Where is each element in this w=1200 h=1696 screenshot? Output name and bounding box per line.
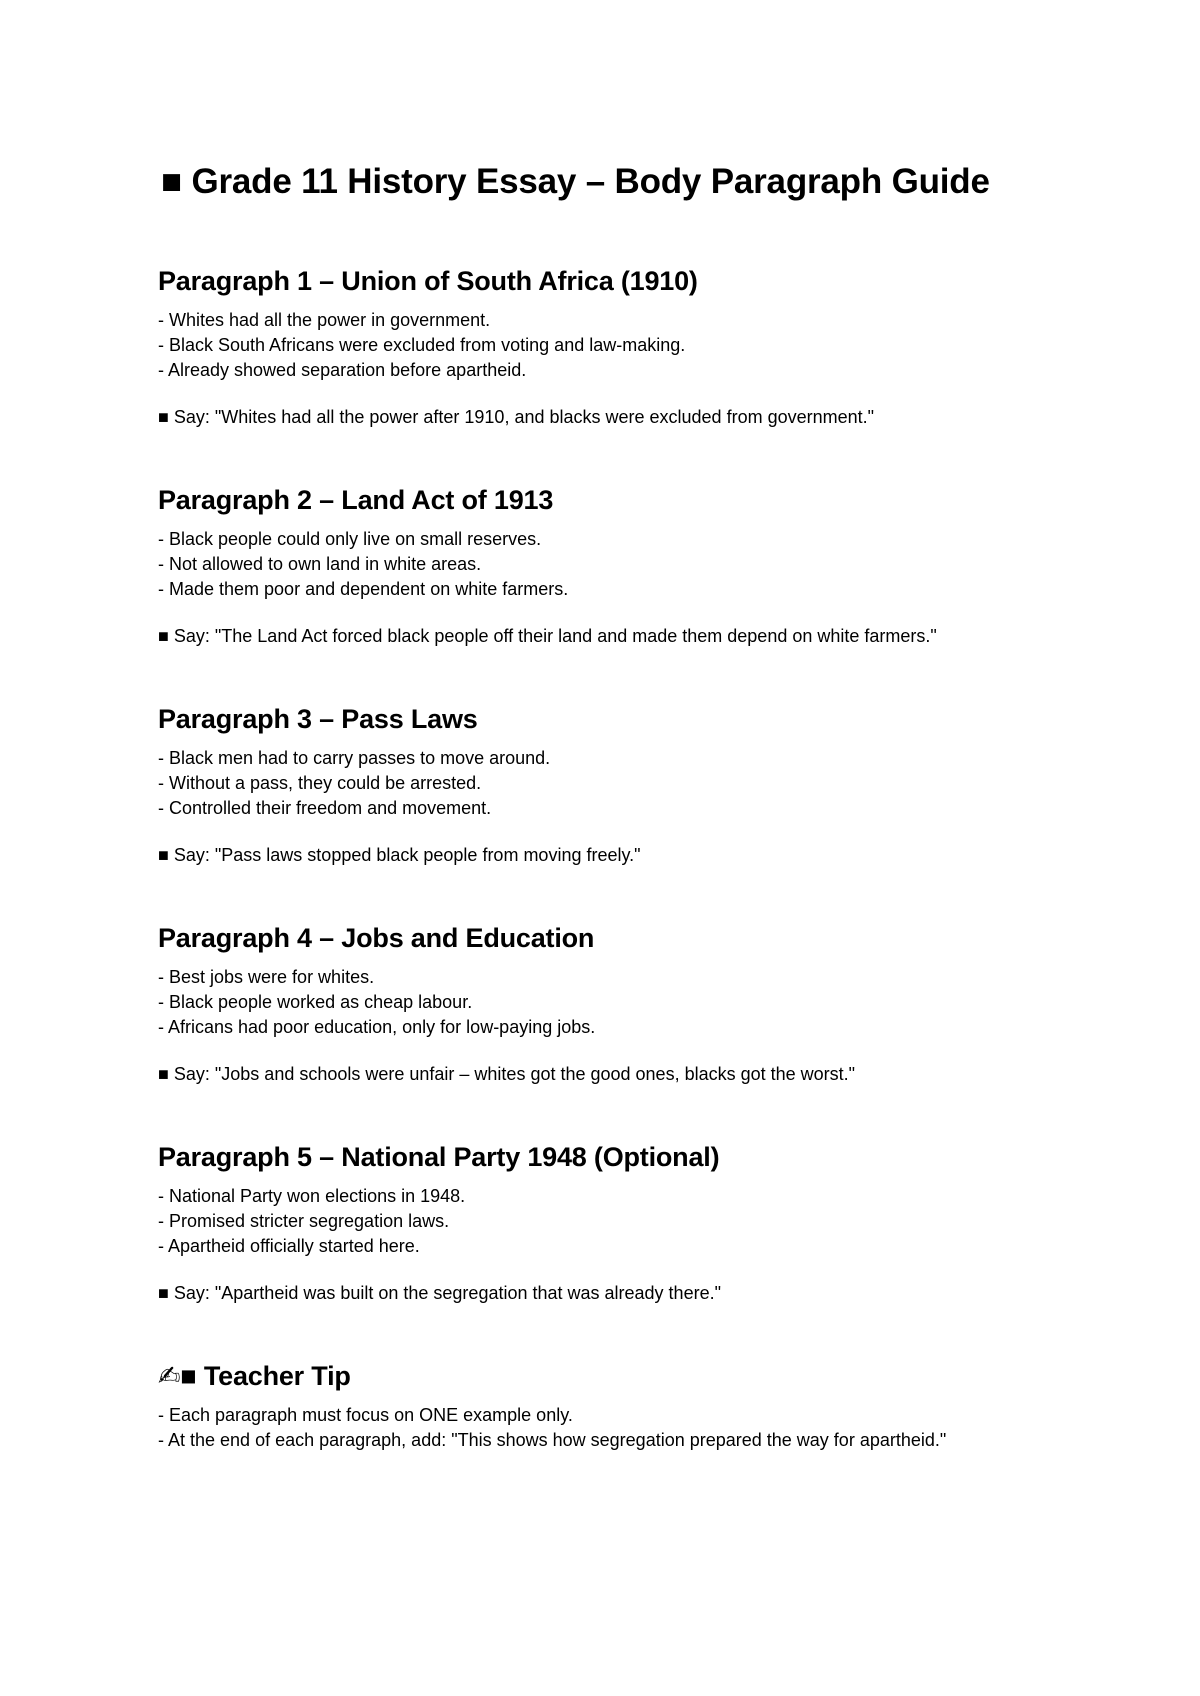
section-paragraph-5 [158,1140,1118,1306]
bullet-item: - Promised stricter segregation laws. [158,1211,450,1231]
section-teacher-tip [158,1359,1118,1453]
bullet-item: - Already showed separation before apartheid. [158,360,527,380]
section-paragraph-3 [158,702,1118,868]
bullet-list [158,1184,1118,1259]
bullet-item: - Without a pass, they could be arrested. [158,773,482,793]
bullet-list [158,308,1118,383]
section-heading: Paragraph 3 – Pass Laws [158,704,478,734]
bullet-list [158,1403,1118,1453]
bullet-item: - Made them poor and dependent on white farmers. [158,579,569,599]
page-title: ■ Grade 11 History Essay – Body Paragraph Guide [161,162,990,201]
section-heading: Paragraph 1 – Union of South Africa (1910) [158,266,698,296]
bullet-item: - Apartheid officially started here. [158,1236,420,1256]
bullet-item: - At the end of each paragraph, add: "This shows how segregation prepared the way for apartheid." [158,1430,947,1450]
bullet-list [158,965,1118,1040]
bullet-item: - Whites had all the power in government. [158,310,491,330]
bullet-item: - Best jobs were for whites. [158,967,375,987]
bullet-item: - Each paragraph must focus on ONE example only. [158,1405,573,1425]
say-line: ■ Say: "The Land Act forced black people off their land and made them depend on white farmers." [158,626,937,646]
bullet-item: - Africans had poor education, only for low-paying jobs. [158,1017,596,1037]
section-heading: Paragraph 4 – Jobs and Education [158,923,595,953]
say-line: ■ Say: "Pass laws stopped black people from moving freely." [158,845,641,865]
bullet-item: - Black men had to carry passes to move around. [158,748,551,768]
bullet-list [158,746,1118,821]
bullet-item: - Black people could only live on small reserves. [158,529,542,549]
section-heading: Paragraph 2 – Land Act of 1913 [158,485,554,515]
bullet-item: - Controlled their freedom and movement. [158,798,492,818]
say-line: ■ Say: "Jobs and schools were unfair – whites got the good ones, blacks got the worst." [158,1064,856,1084]
bullet-item: - National Party won elections in 1948. [158,1186,466,1206]
bullet-item: - Not allowed to own land in white areas. [158,554,482,574]
section-paragraph-1 [158,264,1118,430]
bullet-item: - Black people worked as cheap labour. [158,992,473,1012]
bullet-item: - Black South Africans were excluded from voting and law-making. [158,335,686,355]
section-paragraph-2 [158,483,1118,649]
say-line: ■ Say: "Whites had all the power after 1910, and blacks were excluded from government." [158,407,875,427]
section-heading: ✍■ Teacher Tip [158,1361,351,1391]
section-paragraph-4 [158,921,1118,1087]
section-heading: Paragraph 5 – National Party 1948 (Optional) [158,1142,720,1172]
bullet-list [158,527,1118,602]
say-line: ■ Say: "Apartheid was built on the segregation that was already there." [158,1283,721,1303]
